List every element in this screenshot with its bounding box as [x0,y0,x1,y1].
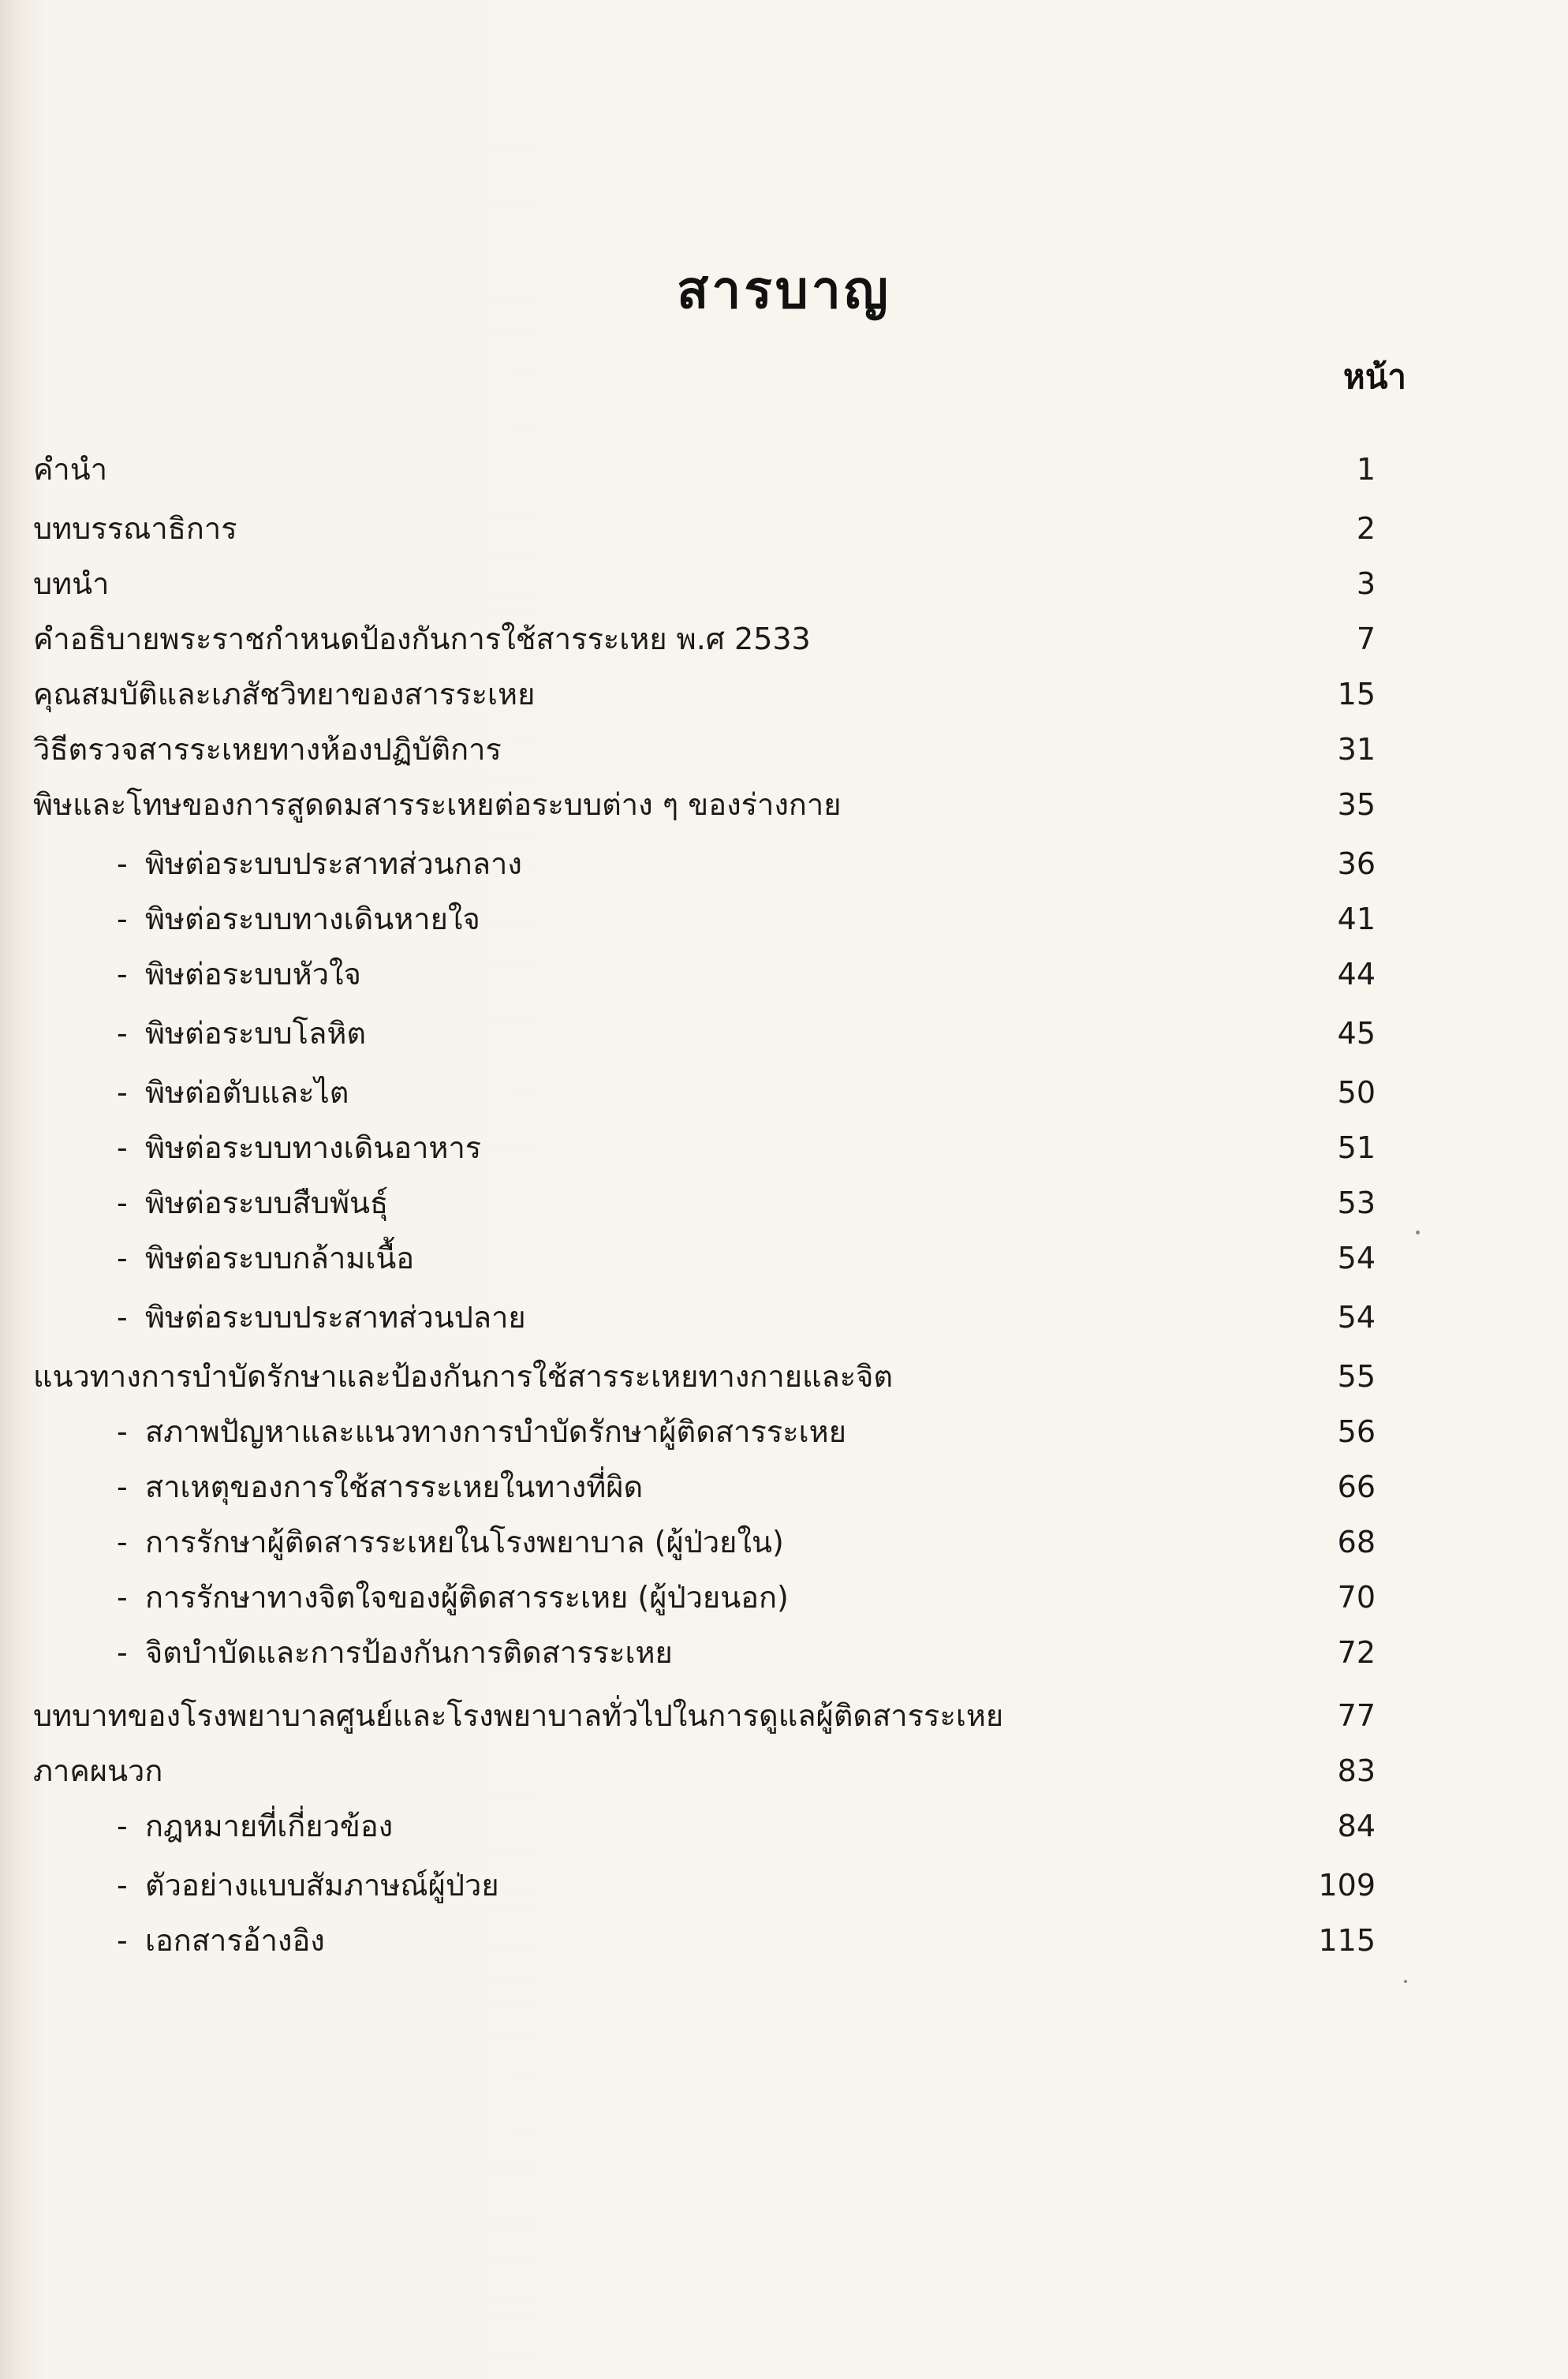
toc-entry [0,1747,1568,1795]
toc-entry-text: พิษต่อระบบทางเดินอาหาร [145,1130,482,1165]
toc-subentry [0,1917,1568,1964]
toc-subentry [0,895,1568,943]
bullet-dash: - [117,1075,128,1110]
toc-page-number: 44 [1337,957,1376,992]
toc-entry-text: จิตบำบัดและการป้องกันการติดสารระเหย [145,1635,673,1670]
toc-subentry [0,1518,1568,1566]
bullet-dash: - [117,846,128,881]
toc-page-number: 45 [1337,1016,1376,1051]
toc-entry-title [33,1747,162,1795]
toc-entry-title [117,1574,789,1621]
toc-entry-text: การรักษาทางจิตใจของผู้ติดสารระเหย (ผู้ป่วยนอก) [145,1580,789,1615]
toc-page-number: 1 [1356,452,1376,487]
bullet-dash: - [117,1809,128,1843]
toc-entry-text: พิษต่อตับและไต [145,1075,349,1110]
toc-subentry [0,1463,1568,1511]
toc-subentry [0,950,1568,998]
toc-entry [0,781,1568,828]
toc-page-number: 36 [1337,846,1376,881]
toc-page-number: 50 [1337,1075,1376,1110]
toc-page-number: 55 [1337,1359,1376,1394]
toc-page-number: 115 [1318,1923,1376,1958]
toc-entry-title [117,1408,846,1455]
toc-entry-text: การรักษาผู้ติดสารระเหยในโรงพยาบาล (ผู้ป่วยใน) [145,1525,784,1559]
toc-entry [0,615,1568,663]
toc-entry-title [117,1518,784,1566]
toc-page-number: 56 [1337,1414,1376,1449]
toc-page-number: 66 [1337,1470,1376,1504]
bullet-dash: - [117,1525,128,1559]
toc-entry-text: พิษต่อระบบประสาทส่วนกลาง [145,846,522,881]
toc-entry-title [117,1862,499,1909]
toc-page-number: 68 [1337,1525,1376,1559]
bullet-dash: - [117,902,128,936]
toc-page-number: 77 [1337,1698,1376,1733]
toc-subentry [0,1862,1568,1909]
bullet-dash: - [117,1241,128,1275]
toc-subentry [0,1802,1568,1850]
toc-entry-title [117,1010,366,1057]
toc-entry-text: พิษต่อระบบโลหิต [145,1016,367,1051]
toc-entry-title [117,1234,414,1282]
toc-entry-title [33,1692,1003,1739]
toc-entry [0,446,1568,493]
bullet-dash: - [117,1186,128,1220]
toc-entry-text: พิษต่อระบบกล้ามเนื้อ [145,1241,415,1275]
bullet-dash: - [117,1414,128,1449]
toc-entry-text: บทนำ [33,566,110,601]
bullet-dash: - [117,1016,128,1051]
toc-subentry [0,1574,1568,1621]
toc-entry-text: คุณสมบัติและเภสัชวิทยาของสารระเหย [33,677,536,711]
paper-speck [1416,1231,1420,1234]
toc-entry-title [117,1294,526,1341]
bullet-dash: - [117,1868,128,1903]
toc-page-number: 2 [1356,511,1376,546]
toc-entry-text: ภาคผนวก [33,1753,163,1788]
toc-subentry [0,1069,1568,1116]
toc-subentry [0,1179,1568,1227]
toc-page-number: 35 [1337,787,1376,822]
toc-entry [0,505,1568,552]
toc-entry-title [117,1802,393,1850]
toc-entry-title [33,726,502,773]
toc-page-number: 51 [1337,1130,1376,1165]
toc-entry-title [33,615,811,663]
toc-entry-text: พิษต่อระบบประสาทส่วนปลาย [145,1300,526,1335]
toc-page-number: 15 [1337,677,1376,711]
toc-entry-title [117,840,522,887]
toc-entry-title [117,1463,643,1511]
toc-entry [0,560,1568,607]
toc-subentry [0,1010,1568,1057]
bullet-dash: - [117,1923,128,1958]
toc-entry-title [117,950,361,998]
toc-entry-text: เอกสารอ้างอิง [145,1923,325,1958]
bullet-dash: - [117,1635,128,1670]
bullet-dash: - [117,1300,128,1335]
toc-entry-text: พิษต่อระบบหัวใจ [145,957,361,992]
toc-page-number: 54 [1337,1300,1376,1335]
toc-page-number: 53 [1337,1186,1376,1220]
toc-page-number: 41 [1337,902,1376,936]
toc-page-number: 3 [1356,566,1376,601]
toc-page-number: 31 [1337,732,1376,767]
toc-entry-text: สาเหตุของการใช้สารระเหยในทางที่ผิด [145,1470,644,1504]
page-title: สารบาญ [677,260,891,320]
toc-entry-text: พิษต่อระบบสืบพันธุ์ [145,1186,389,1220]
toc-entry-title [117,895,480,943]
toc-entry-title [33,670,535,718]
toc-entry-title [33,1353,893,1400]
bullet-dash: - [117,1130,128,1165]
toc-entry-text: พิษต่อระบบทางเดินหายใจ [145,902,480,936]
toc-entry-text: บทบรรณาธิการ [33,511,237,546]
toc-entry-title [117,1069,349,1116]
toc-subentry [0,1629,1568,1676]
bullet-dash: - [117,957,128,992]
bullet-dash: - [117,1580,128,1615]
toc-entry-title [117,1124,481,1171]
toc-subentry [0,1408,1568,1455]
toc-entry-text: สภาพปัญหาและแนวทางการบำบัดรักษาผู้ติดสารระเหย [145,1414,846,1449]
toc-entry-text: ตัวอย่างแบบสัมภาษณ์ผู้ป่วย [145,1868,499,1903]
toc-page-number: 84 [1337,1809,1376,1843]
toc-subentry [0,1294,1568,1341]
toc-subentry [0,1234,1568,1282]
toc-entry-title [117,1179,388,1227]
toc-entry-text: วิธีตรวจสารระเหยทางห้องปฏิบัติการ [33,732,502,767]
toc-page-number: 83 [1337,1753,1376,1788]
toc-entry-title [33,446,107,493]
toc-entry-text: กฎหมายที่เกี่ยวข้อง [145,1809,394,1843]
toc-entry-text: คำอธิบายพระราชกำหนดป้องกันการใช้สารระเหย พ.ศ 2533 [33,622,811,656]
toc-subentry [0,840,1568,887]
toc-page-number: 70 [1337,1580,1376,1615]
toc-entry-title [33,560,109,607]
toc-entry-text: คำนำ [33,452,108,487]
toc-entry [0,1692,1568,1739]
toc-page-number: 109 [1318,1868,1376,1903]
paper-speck [1404,1980,1407,1983]
toc-entry-title [117,1629,673,1676]
toc-page-number: 54 [1337,1241,1376,1275]
toc-entry-title [33,505,237,552]
toc-entry-text: บทบาทของโรงพยาบาลศูนย์และโรงพยาบาลทั่วไปในการดูแลผู้ติดสารระเหย [33,1698,1004,1733]
bullet-dash: - [117,1470,128,1504]
toc-entry [0,726,1568,773]
page-column-header: หน้า [1343,357,1406,396]
toc-entry-text: พิษและโทษของการสูดดมสารระเหยต่อระบบต่าง ๆ ของร่างกาย [33,787,842,822]
toc-entry-text: แนวทางการบำบัดรักษาและป้องกันการใช้สารระเหยทางกายและจิต [33,1359,894,1394]
toc-entry [0,1353,1568,1400]
toc-entry-title [33,781,842,828]
toc-page-number: 72 [1337,1635,1376,1670]
toc-page-number: 7 [1356,622,1376,656]
toc-entry [0,670,1568,718]
toc-entry-title [117,1917,325,1964]
toc-subentry [0,1124,1568,1171]
